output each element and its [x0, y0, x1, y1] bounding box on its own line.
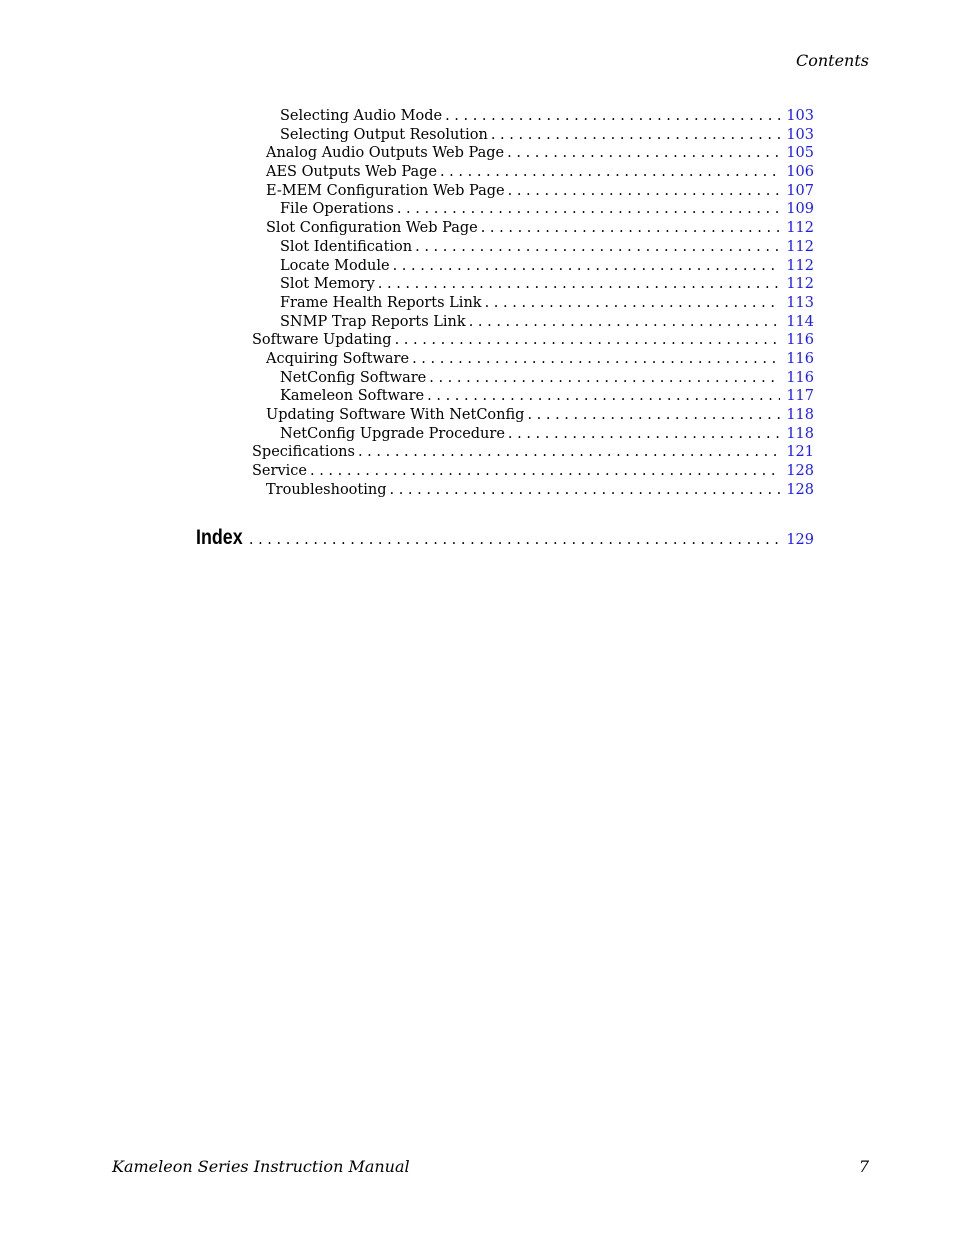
dot-leader	[395, 331, 781, 350]
toc-entry-label: Software Updating	[252, 332, 392, 349]
dot-leader	[469, 313, 781, 332]
toc-entry-label: File Operations	[280, 201, 394, 218]
toc-page-link[interactable]: 128	[786, 481, 814, 498]
toc-page-link[interactable]: 128	[786, 463, 814, 480]
dot-leader	[427, 387, 780, 406]
dot-leader	[310, 462, 780, 481]
toc-page-link[interactable]: 112	[786, 238, 814, 255]
toc-entry[interactable]	[252, 107, 814, 126]
toc-page-link[interactable]: 103	[786, 126, 814, 143]
toc-entry-label: Updating Software With NetConfig	[266, 407, 525, 423]
toc-entry[interactable]	[252, 387, 814, 406]
dot-leader	[393, 257, 781, 276]
toc-entry[interactable]	[252, 331, 814, 350]
toc-page-link[interactable]: 103	[786, 108, 814, 124]
toc-page-link[interactable]: 118	[786, 425, 814, 442]
toc-entry-label: Kameleon Software	[280, 388, 425, 405]
dot-leader	[415, 238, 780, 257]
toc-entry[interactable]	[252, 350, 814, 369]
toc-entry[interactable]	[252, 182, 814, 201]
toc-entry-label: Slot Memory	[280, 276, 375, 293]
dot-leader	[397, 200, 780, 219]
toc-entry[interactable]	[252, 369, 814, 388]
dot-leader	[507, 144, 780, 163]
dot-leader	[249, 532, 780, 548]
toc-page-link[interactable]: 118	[786, 407, 814, 423]
toc-entry-label: E-MEM Configuration Web Page	[266, 182, 505, 199]
toc-entry[interactable]	[252, 257, 814, 276]
toc-page-link[interactable]: 106	[786, 164, 814, 181]
toc-entry-label: Analog Audio Outputs Web Page	[266, 145, 505, 162]
dot-leader	[485, 294, 781, 313]
toc-entry[interactable]	[252, 406, 814, 425]
toc-entry-label: Specifications	[252, 444, 355, 461]
toc-entry-label: Selecting Audio Mode	[280, 108, 443, 124]
index-heading: Index	[196, 526, 243, 549]
dot-leader	[508, 182, 781, 201]
dot-leader	[412, 350, 780, 369]
toc-entry[interactable]	[252, 275, 814, 294]
toc-entry-label: Slot Identification	[280, 238, 413, 255]
toc-entry[interactable]	[252, 144, 814, 163]
table-of-contents	[252, 107, 814, 499]
toc-page-link[interactable]: 112	[786, 220, 814, 237]
toc-page-link[interactable]: 113	[786, 294, 814, 311]
toc-page-link[interactable]: 105	[786, 145, 814, 162]
toc-entry-label: AES Outputs Web Page	[266, 164, 437, 181]
toc-page-link[interactable]: 109	[786, 201, 814, 218]
toc-entry[interactable]	[252, 462, 814, 481]
toc-entry[interactable]	[252, 313, 814, 332]
toc-page-link[interactable]: 116	[786, 332, 814, 349]
dot-leader	[378, 275, 781, 294]
toc-page-link[interactable]: 112	[786, 257, 814, 274]
toc-page-link[interactable]: 121	[786, 444, 814, 461]
toc-page-link[interactable]: 117	[786, 388, 814, 405]
toc-entry[interactable]	[252, 219, 814, 238]
toc-page-link[interactable]: 107	[786, 182, 814, 199]
dot-leader	[390, 481, 781, 500]
toc-entry[interactable]	[252, 425, 814, 444]
dot-leader	[429, 369, 780, 388]
toc-entry-label: Acquiring Software	[266, 350, 410, 367]
dot-leader	[445, 107, 780, 126]
toc-page-link[interactable]: 116	[786, 369, 814, 386]
footer-page-number: 7	[858, 1157, 869, 1176]
dot-leader	[527, 406, 780, 425]
dot-leader	[508, 425, 780, 444]
toc-entry-label: Slot Configuration Web Page	[266, 220, 478, 237]
toc-page-link[interactable]: 116	[786, 350, 814, 367]
running-header-title: Contents	[795, 51, 869, 70]
toc-entry-label: Selecting Output Resolution	[280, 126, 488, 143]
toc-entry[interactable]	[252, 294, 814, 313]
toc-entry[interactable]	[252, 443, 814, 462]
toc-entry-label: SNMP Trap Reports Link	[280, 313, 466, 330]
toc-page-link[interactable]: 114	[786, 313, 814, 330]
dot-leader	[481, 219, 781, 238]
toc-entry-label: NetConfig Software	[280, 369, 427, 386]
toc-entry-label: Troubleshooting	[266, 481, 387, 498]
toc-entry[interactable]	[252, 163, 814, 182]
index-page-link[interactable]: 129	[786, 532, 814, 548]
dot-leader	[358, 443, 780, 462]
toc-entry-label: Frame Health Reports Link	[280, 294, 482, 311]
toc-entry[interactable]	[252, 481, 814, 500]
toc-page-link[interactable]: 112	[786, 276, 814, 293]
footer-manual-title: Kameleon Series Instruction Manual	[112, 1157, 410, 1176]
toc-entry[interactable]	[252, 126, 814, 145]
toc-entry-label: NetConfig Upgrade Procedure	[280, 425, 505, 442]
toc-entry-label: Service	[252, 463, 307, 480]
toc-entry[interactable]	[252, 200, 814, 219]
dot-leader	[491, 126, 780, 145]
toc-index-entry[interactable]	[196, 526, 814, 550]
toc-entry-label: Locate Module	[280, 257, 390, 274]
toc-entry[interactable]	[252, 238, 814, 257]
dot-leader	[440, 163, 780, 182]
